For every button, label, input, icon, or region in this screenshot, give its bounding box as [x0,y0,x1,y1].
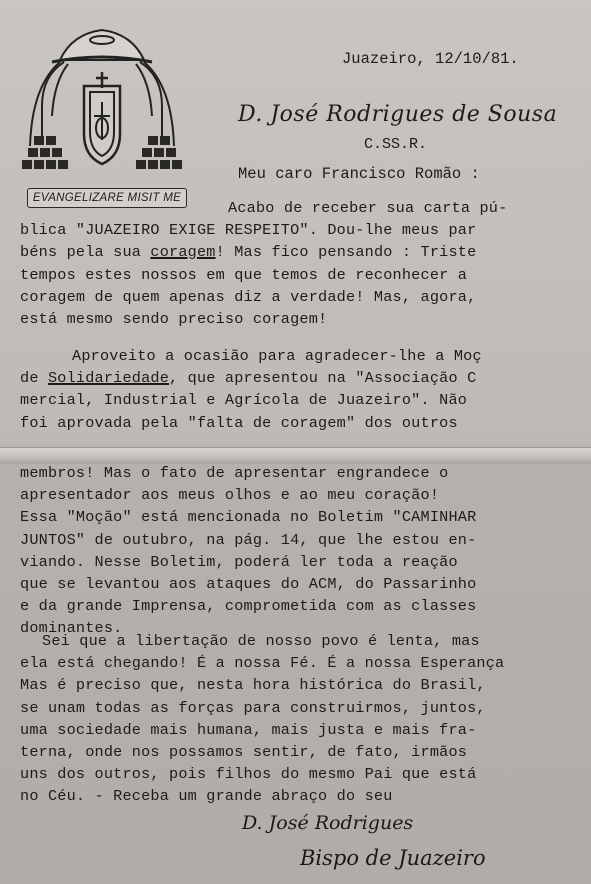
text-line [20,367,591,389]
paragraph-3 [20,462,591,640]
underlined-word: Solidariedade [47,369,170,388]
text-line: que se levantou aos ataques do ACM, do Passarinho [20,574,477,593]
signature-title: Bispo de Juazeiro [300,846,486,870]
text-line: Sei que a libertação de nosso povo é lenta, mas [42,632,480,650]
text-line [20,241,591,263]
text-line: Acabo de receber sua carta pú- [228,199,508,217]
text-line: coragem de quem apenas diz a verdade! Mas, agora, [20,287,477,306]
crest-motto: EVANGELIZARE MISIT ME [27,188,187,208]
text-line: dominantes. [20,619,123,638]
text-fragment: , que apresentou na "Associação C [169,369,477,388]
text-line: uma sociedade mais humana, mais justa e mais fra- [20,720,477,739]
text-line: foi aprovada pela "falta de coragem" dos outros [20,413,458,432]
sender-name: D. José Rodrigues de Sousa [238,102,558,127]
text-line: Aproveito a ocasião para agradecer-lhe a Moç [72,347,482,365]
text-line: uns dos outros, pois filhos do mesmo Pai que está [20,765,477,784]
text-line: ela está chegando! É a nossa Fé. É a nossa Esperança [20,654,505,673]
paragraph-2 [20,345,591,434]
text-line: se unam todas as forças para construirmos, juntos, [20,698,486,717]
text-line: apresentador aos meus olhos e ao meu coração! [20,486,440,505]
salutation: Meu caro Francisco Romão : [238,165,480,183]
text-line: Essa "Moção" está mencionada no Boletim "CAMINHAR [20,508,477,527]
text-fragment: ! Mas fico pensando : Triste [215,243,477,262]
text-line: membros! Mas o fato de apresentar engrandece o [20,464,449,482]
text-line: tempos estes nossos em que temos de reconhecer a [20,265,468,284]
text-line: JUNTOS" de outubro, na pág. 14, que lhe estou en- [20,530,477,549]
text-line: terna, onde nos possamos sentir, de fato, irmãos [20,742,468,761]
sender-order: C.SS.R. [364,136,428,153]
episcopal-crest-icon [12,16,192,212]
signature-name: D. José Rodrigues [242,812,414,834]
text-line: mercial, Industrial e Agrícola de Juazeiro". Não [20,391,468,410]
text-line: e da grande Imprensa, comprometida com as classes [20,597,477,616]
paragraph-1 [20,197,591,330]
place-date: Juazeiro, 12/10/81. [342,50,519,68]
text-line: viando. Nesse Boletim, poderá ler toda a reação [20,552,458,571]
text-fragment: de [20,369,48,388]
text-line: blica "JUAZEIRO EXIGE RESPEITO". Dou-lhe meus par [20,221,477,240]
paragraph-4 [20,630,591,808]
text-line: está mesmo sendo preciso coragem! [20,309,328,328]
text-line: Mas é preciso que, nesta hora histórica do Brasil, [20,676,486,695]
text-fragment: béns pela sua [20,243,151,262]
text-line: no Céu. - Receba um grande abraço do seu [20,787,393,806]
underlined-word: coragem [150,243,216,262]
